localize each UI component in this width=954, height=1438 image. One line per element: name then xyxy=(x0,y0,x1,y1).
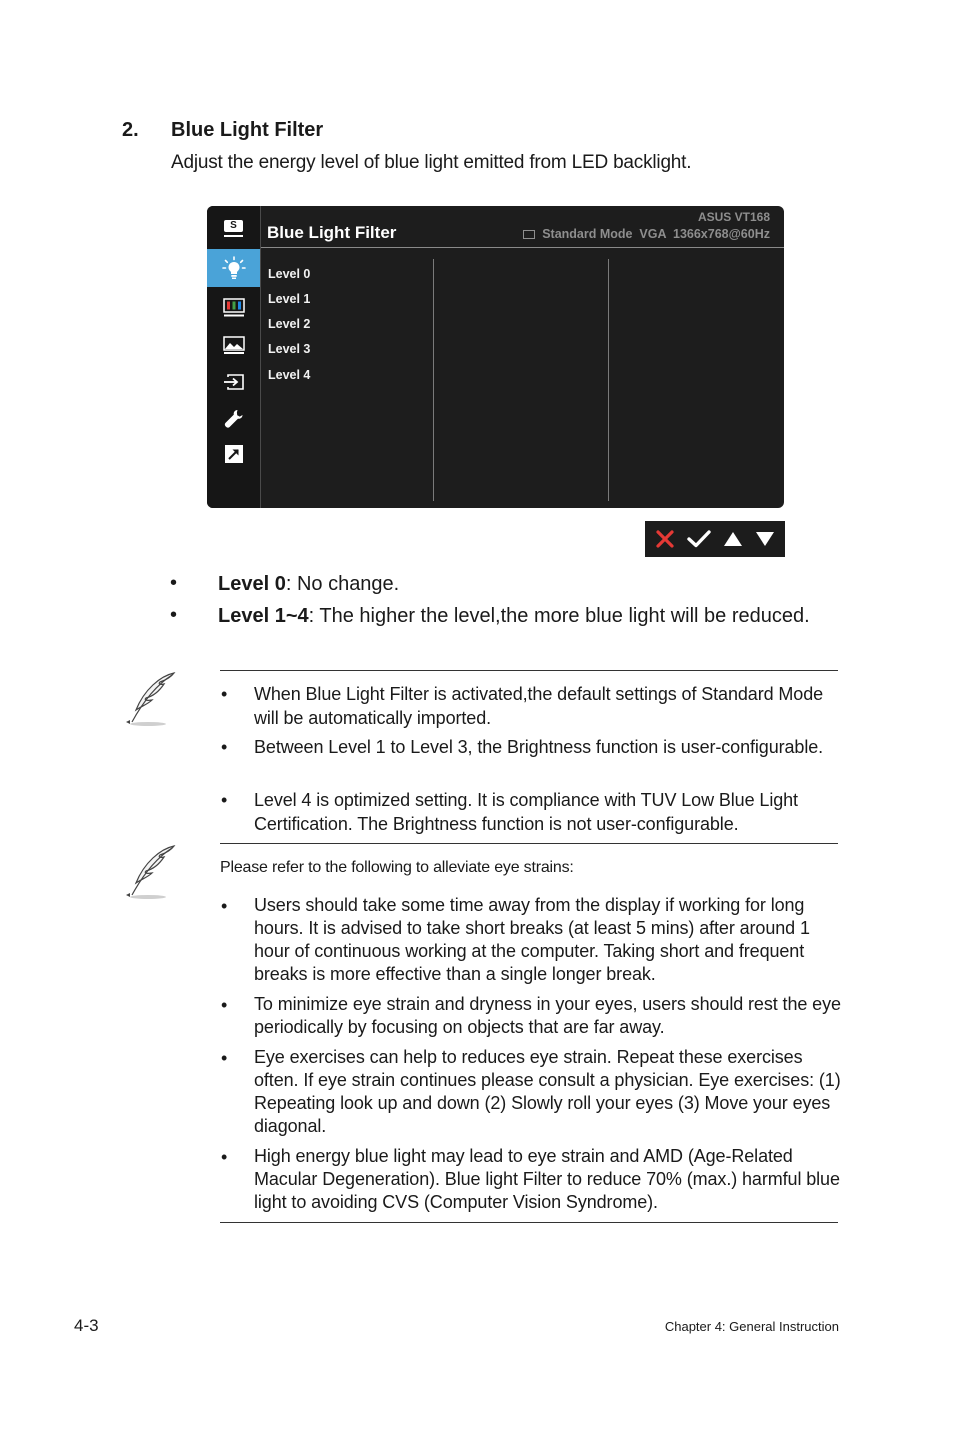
bullet: • xyxy=(221,737,228,757)
note-item: Level 4 is optimized setting. It is compliance with TUV Low Blue Light Certification. The Brightness function is not user-configurable. xyxy=(254,790,798,834)
osd-menu-item-level-2[interactable]: Level 2 xyxy=(268,317,311,331)
close-icon[interactable] xyxy=(654,528,676,550)
osd-model-name: ASUS VT168 xyxy=(697,210,770,224)
system-setup-icon[interactable] xyxy=(207,401,260,437)
down-icon[interactable] xyxy=(754,529,776,549)
osd-sidebar xyxy=(207,206,261,508)
note-bottom-rule xyxy=(220,1222,838,1223)
blue-light-icon[interactable] xyxy=(207,249,260,287)
note-item: High energy blue light may lead to eye strain and AMD (Age-Related Macular Degeneration). Blue light Filter to reduce 70% (max.) harmful blue light to avoiding CVS (Computer Vision Syndrome). xyxy=(254,1146,840,1212)
level-desc: : No change. xyxy=(285,573,400,595)
level-name: Level 1~4 xyxy=(218,605,309,627)
monitor-icon xyxy=(523,230,535,239)
bullet: • xyxy=(221,1147,228,1167)
level-1-4-description xyxy=(218,603,818,629)
note-item: Eye exercises can help to reduces eye strain. Repeat these exercises often. If eye strain continues please consult a physician. Eye exercises: (1) Repeating look up and down (2) Slowly roll your eyes (3) Move your eyes diagonal. xyxy=(254,1047,841,1136)
note-top-rule xyxy=(220,670,838,671)
osd-menu-item-level-0[interactable]: Level 0 xyxy=(268,267,311,281)
osd-status-text: Standard Mode VGA 1366x768@60Hz xyxy=(542,227,770,241)
osd-header xyxy=(261,206,784,248)
osd-menu xyxy=(207,206,784,508)
osd-menu-item-level-4[interactable]: Level 4 xyxy=(268,368,311,382)
image-icon[interactable] xyxy=(207,327,260,363)
shortcut-icon[interactable] xyxy=(207,436,260,472)
check-icon[interactable] xyxy=(686,528,712,550)
osd-title: Blue Light Filter xyxy=(267,223,397,242)
section-title: Blue Light Filter xyxy=(171,119,324,141)
input-select-icon[interactable] xyxy=(207,364,260,400)
section-number: 2. xyxy=(122,119,139,141)
color-icon[interactable] xyxy=(207,290,260,326)
bullet: • xyxy=(221,790,228,810)
osd-control-keys xyxy=(645,521,785,557)
note-item: Between Level 1 to Level 3, the Brightness function is user-configurable. xyxy=(254,737,824,757)
note-lead-text: Please refer to the following to alleviate eye strains: xyxy=(220,859,574,876)
section-description: Adjust the energy level of blue light emitted from LED backlight. xyxy=(171,152,692,173)
level-desc: : The higher the level,the more blue light will be reduced. xyxy=(308,605,810,627)
level-0-description xyxy=(218,571,818,597)
note-item: When Blue Light Filter is activated,the default settings of Standard Mode will be automatically imported. xyxy=(254,684,824,728)
note-item: Users should take some time away from the display if working for long hours. It is advised to take short breaks (at least 5 mins) after around 1 hour of continuous working at the computer. Taking short and frequent breaks is more effective than a single longer break. xyxy=(254,895,810,984)
bullet: • xyxy=(221,896,228,916)
osd-column-divider xyxy=(433,259,434,501)
osd-column-divider xyxy=(608,259,609,501)
chapter-label: Chapter 4: General Instruction xyxy=(664,1319,839,1334)
bullet: • xyxy=(221,684,228,704)
splendid-icon[interactable] xyxy=(207,209,260,245)
bullet: • xyxy=(221,1048,228,1068)
note-item: To minimize eye strain and dryness in your eyes, users should rest the eye periodically by focusing on objects that are far away. xyxy=(254,994,841,1037)
splendid-badge: S xyxy=(230,220,237,231)
osd-menu-item-level-3[interactable]: Level 3 xyxy=(268,342,311,356)
page-number: 4-3 xyxy=(74,1316,99,1335)
level-name: Level 0 xyxy=(218,573,286,595)
bullet: • xyxy=(170,572,178,594)
feather-pen-icon xyxy=(122,843,180,901)
bullet: • xyxy=(170,604,178,626)
osd-status-bar xyxy=(523,227,770,241)
up-icon[interactable] xyxy=(722,529,744,549)
osd-menu-item-level-1[interactable]: Level 1 xyxy=(268,292,311,306)
feather-pen-icon xyxy=(122,670,180,728)
note-separator-rule xyxy=(220,843,838,844)
bullet: • xyxy=(221,995,228,1015)
